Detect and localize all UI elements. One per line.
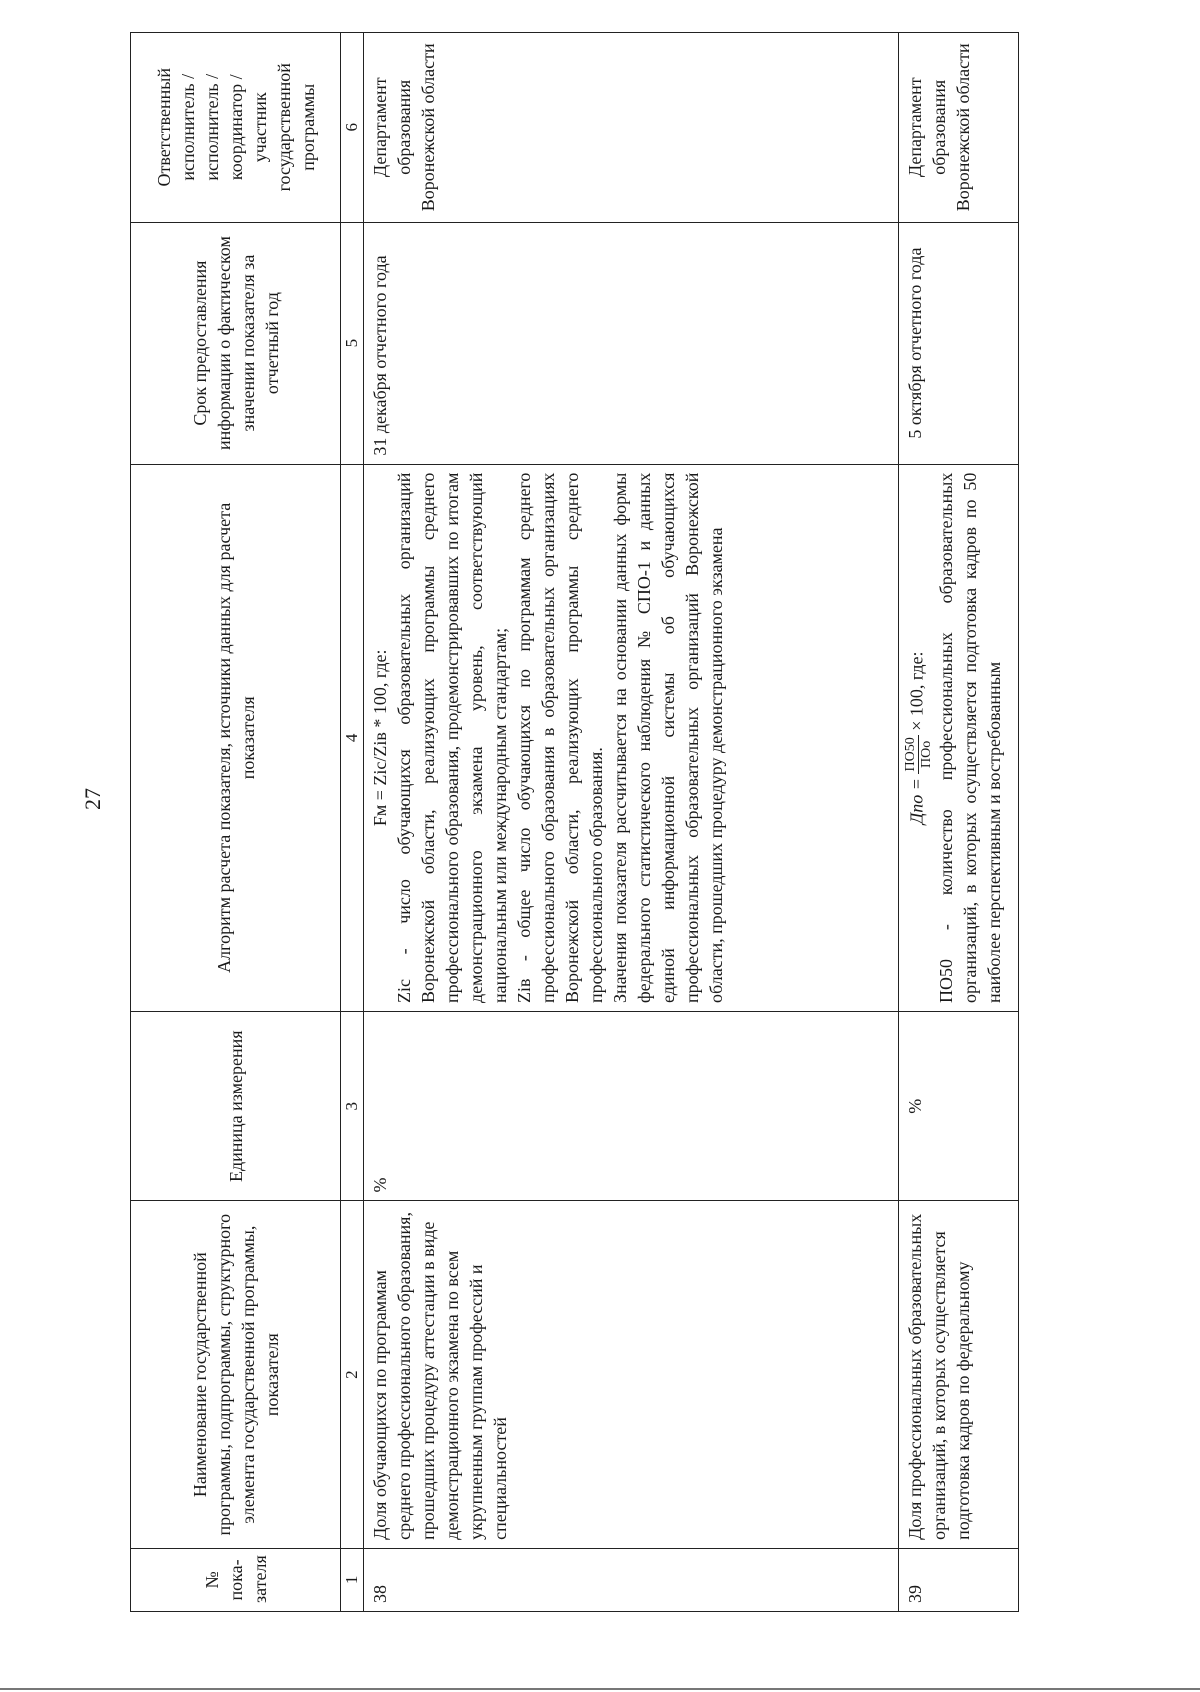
indicator-name: Доля профессиональных образовательных организаций, в которых осуществляется подготовка кадров по федеральному — [899, 1201, 1019, 1548]
column-number: 1 — [341, 1548, 364, 1611]
indicators-table — [130, 32, 1019, 1612]
table-row — [364, 33, 899, 1612]
column-number: 2 — [341, 1201, 364, 1548]
header-algorithm: Алгоритм расчета показателя, источники данных для расчета показателя — [131, 464, 341, 1011]
row-number: 39 — [899, 1548, 1019, 1611]
indicator-responsible: Департамент образования Воронежской области — [364, 33, 899, 223]
header-indicator-number: № пока-зателя — [131, 1548, 341, 1611]
column-number: 6 — [341, 33, 364, 223]
indicator-algorithm — [899, 464, 1019, 1011]
header-unit: Единица измерения — [131, 1012, 341, 1201]
rotated-page — [130, 32, 1080, 1612]
page-number-container — [80, 788, 105, 836]
algorithm-formula: Fм = Zic/Ziв * 100, где: — [370, 649, 390, 827]
row-number: 38 — [364, 1548, 899, 1611]
column-number: 5 — [341, 222, 364, 464]
indicator-algorithm — [364, 464, 899, 1011]
column-number: 3 — [341, 1012, 364, 1201]
header-responsible: Ответственный исполнитель / исполнитель / координатор / участник государственной программы — [131, 33, 341, 223]
algorithm-formula — [903, 473, 934, 1003]
algorithm-paragraph: ПО50 - количество профессиональных образовательных организаций, в которых осуществляется подготовка кадров по 50 наиболее перспективным и востребованным — [936, 472, 1004, 1003]
page-number: 27 — [80, 788, 105, 810]
formula-fraction — [903, 735, 934, 773]
indicator-deadline: 5 октября отчетного года — [899, 222, 1019, 464]
indicator-name: Доля обучающихся по программам среднего профессионального образования, прошедших процедуру аттестации в виде демонстрационного экзамена по всем укрупненным группам профессий и специальностей — [364, 1201, 899, 1548]
algorithm-paragraph: Значения показателя рассчитывается на основании данных формы федерального статистического наблюдения № СПО-1 и данных единой информационной системы об обучающихся профессиональных образовательных организаций Воронежской области, прошедших процедуру демонстрационного экзамена — [610, 472, 726, 1003]
header-deadline: Срок предоставления информации о фактическом значении показателя за отчетный год — [131, 222, 341, 464]
indicator-deadline: 31 декабря отчетного года — [364, 222, 899, 464]
indicator-unit: % — [364, 1012, 899, 1201]
algorithm-paragraph: Ziв - общее число обучающихся по программам среднего профессионального образования в образовательных организациях Воронежской области, реализующих программы среднего профессионального образования. — [514, 472, 606, 1003]
formula-rhs: × 100, где: — [906, 651, 927, 731]
column-number: 4 — [341, 464, 364, 1011]
header-program-name: Наименование государственной программы, подпрограммы, структурного элемента государственной программы, показателя — [131, 1201, 341, 1548]
indicator-unit: % — [899, 1012, 1019, 1201]
formula-lhs: Дпо = — [906, 778, 927, 825]
formula-numerator: ПО50 — [903, 737, 918, 772]
table-header-row — [131, 33, 341, 1612]
formula-denominator: ПОо — [919, 740, 934, 769]
table-row — [899, 33, 1019, 1612]
scan-edge-line — [0, 1688, 1200, 1690]
indicator-responsible: Департамент образования Воронежской области — [899, 33, 1019, 223]
algorithm-paragraph: Zic - число обучающихся образовательных организаций Воронежской области, реализующих программы среднего профессионального образования, продемонстрировавших по итогам демонстрационного экзамена уровень, соответствующий национальным или международным стандартам; — [394, 472, 510, 1003]
column-number-row — [341, 33, 364, 1612]
